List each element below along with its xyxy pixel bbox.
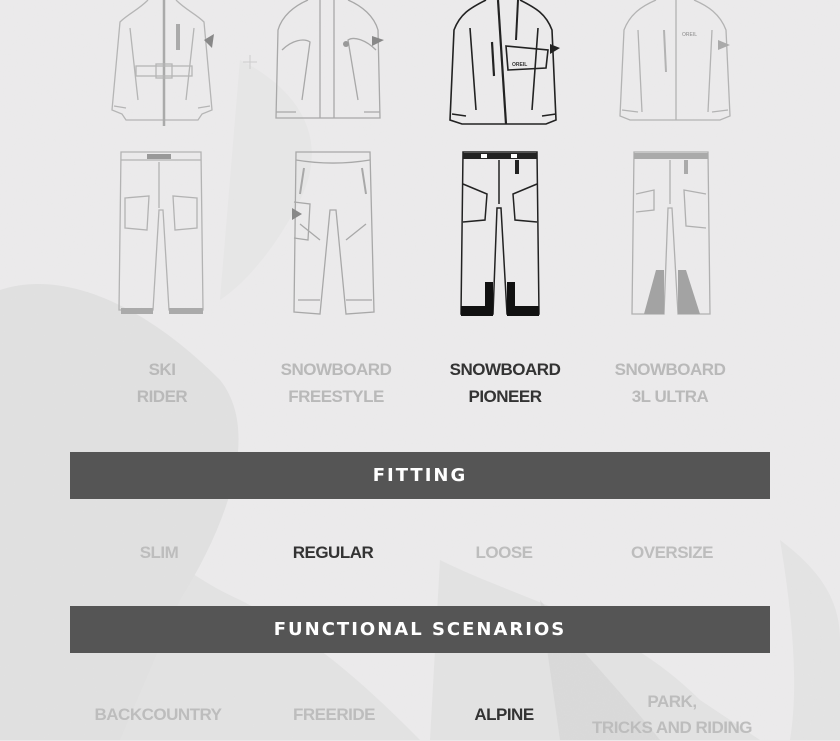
scenario-option-park-tricks-riding[interactable] — [572, 689, 772, 741]
product-label-line1: SNOWBOARD — [449, 360, 561, 379]
product-label-line1: SNOWBOARD — [614, 360, 726, 379]
product-label-line1: SNOWBOARD — [280, 360, 392, 379]
functional-scenarios-header: FUNCTIONAL SCENARIOS — [70, 606, 770, 653]
scenario-option-alpine[interactable]: ALPINE — [474, 705, 534, 724]
fitting-option-loose[interactable]: LOOSE — [475, 543, 533, 562]
product-snowboard-freestyle[interactable] — [251, 356, 421, 410]
snowboard-freestyle-pants-icon[interactable] — [290, 150, 376, 320]
scenario-label-line2: TRICKS AND RIDING — [592, 718, 752, 737]
product-label-line2: FREESTYLE — [288, 387, 384, 406]
fitting-option-regular[interactable]: REGULAR — [292, 543, 374, 562]
product-label-line2: PIONEER — [468, 387, 542, 406]
product-label-line2: RIDER — [136, 387, 188, 406]
scenario-option-freeride[interactable]: FREERIDE — [293, 705, 375, 724]
ski-rider-pants-icon[interactable] — [117, 150, 205, 318]
scenario-label-line1: PARK, — [647, 692, 697, 711]
product-ski-rider[interactable] — [77, 356, 247, 410]
scenario-option-backcountry[interactable]: BACKCOUNTRY — [94, 705, 222, 724]
brand-mark: OREIL — [682, 32, 698, 38]
product-snowboard-pioneer[interactable] — [420, 356, 590, 410]
fitting-header: FITTING — [70, 452, 770, 499]
fitting-option-slim[interactable]: SLIM — [139, 543, 179, 562]
snowboard-freestyle-jacket-icon[interactable] — [272, 0, 388, 124]
product-label-line1: SKI — [148, 360, 176, 379]
fitting-option-oversize[interactable]: OVERSIZE — [631, 543, 713, 562]
snowboard-3l-ultra-jacket-icon[interactable] — [618, 0, 732, 124]
plus-icon — [243, 55, 257, 69]
snowboard-pioneer-jacket-icon[interactable] — [446, 0, 562, 128]
product-label-line2: 3L ULTRA — [631, 387, 709, 406]
product-snowboard-3l-ultra[interactable] — [585, 356, 755, 410]
snowboard-3l-ultra-pants-icon[interactable] — [630, 150, 712, 320]
ski-rider-jacket-icon[interactable] — [108, 0, 216, 128]
snowboard-pioneer-pants-icon[interactable] — [459, 150, 541, 320]
brand-mark: OREIL — [512, 62, 528, 68]
